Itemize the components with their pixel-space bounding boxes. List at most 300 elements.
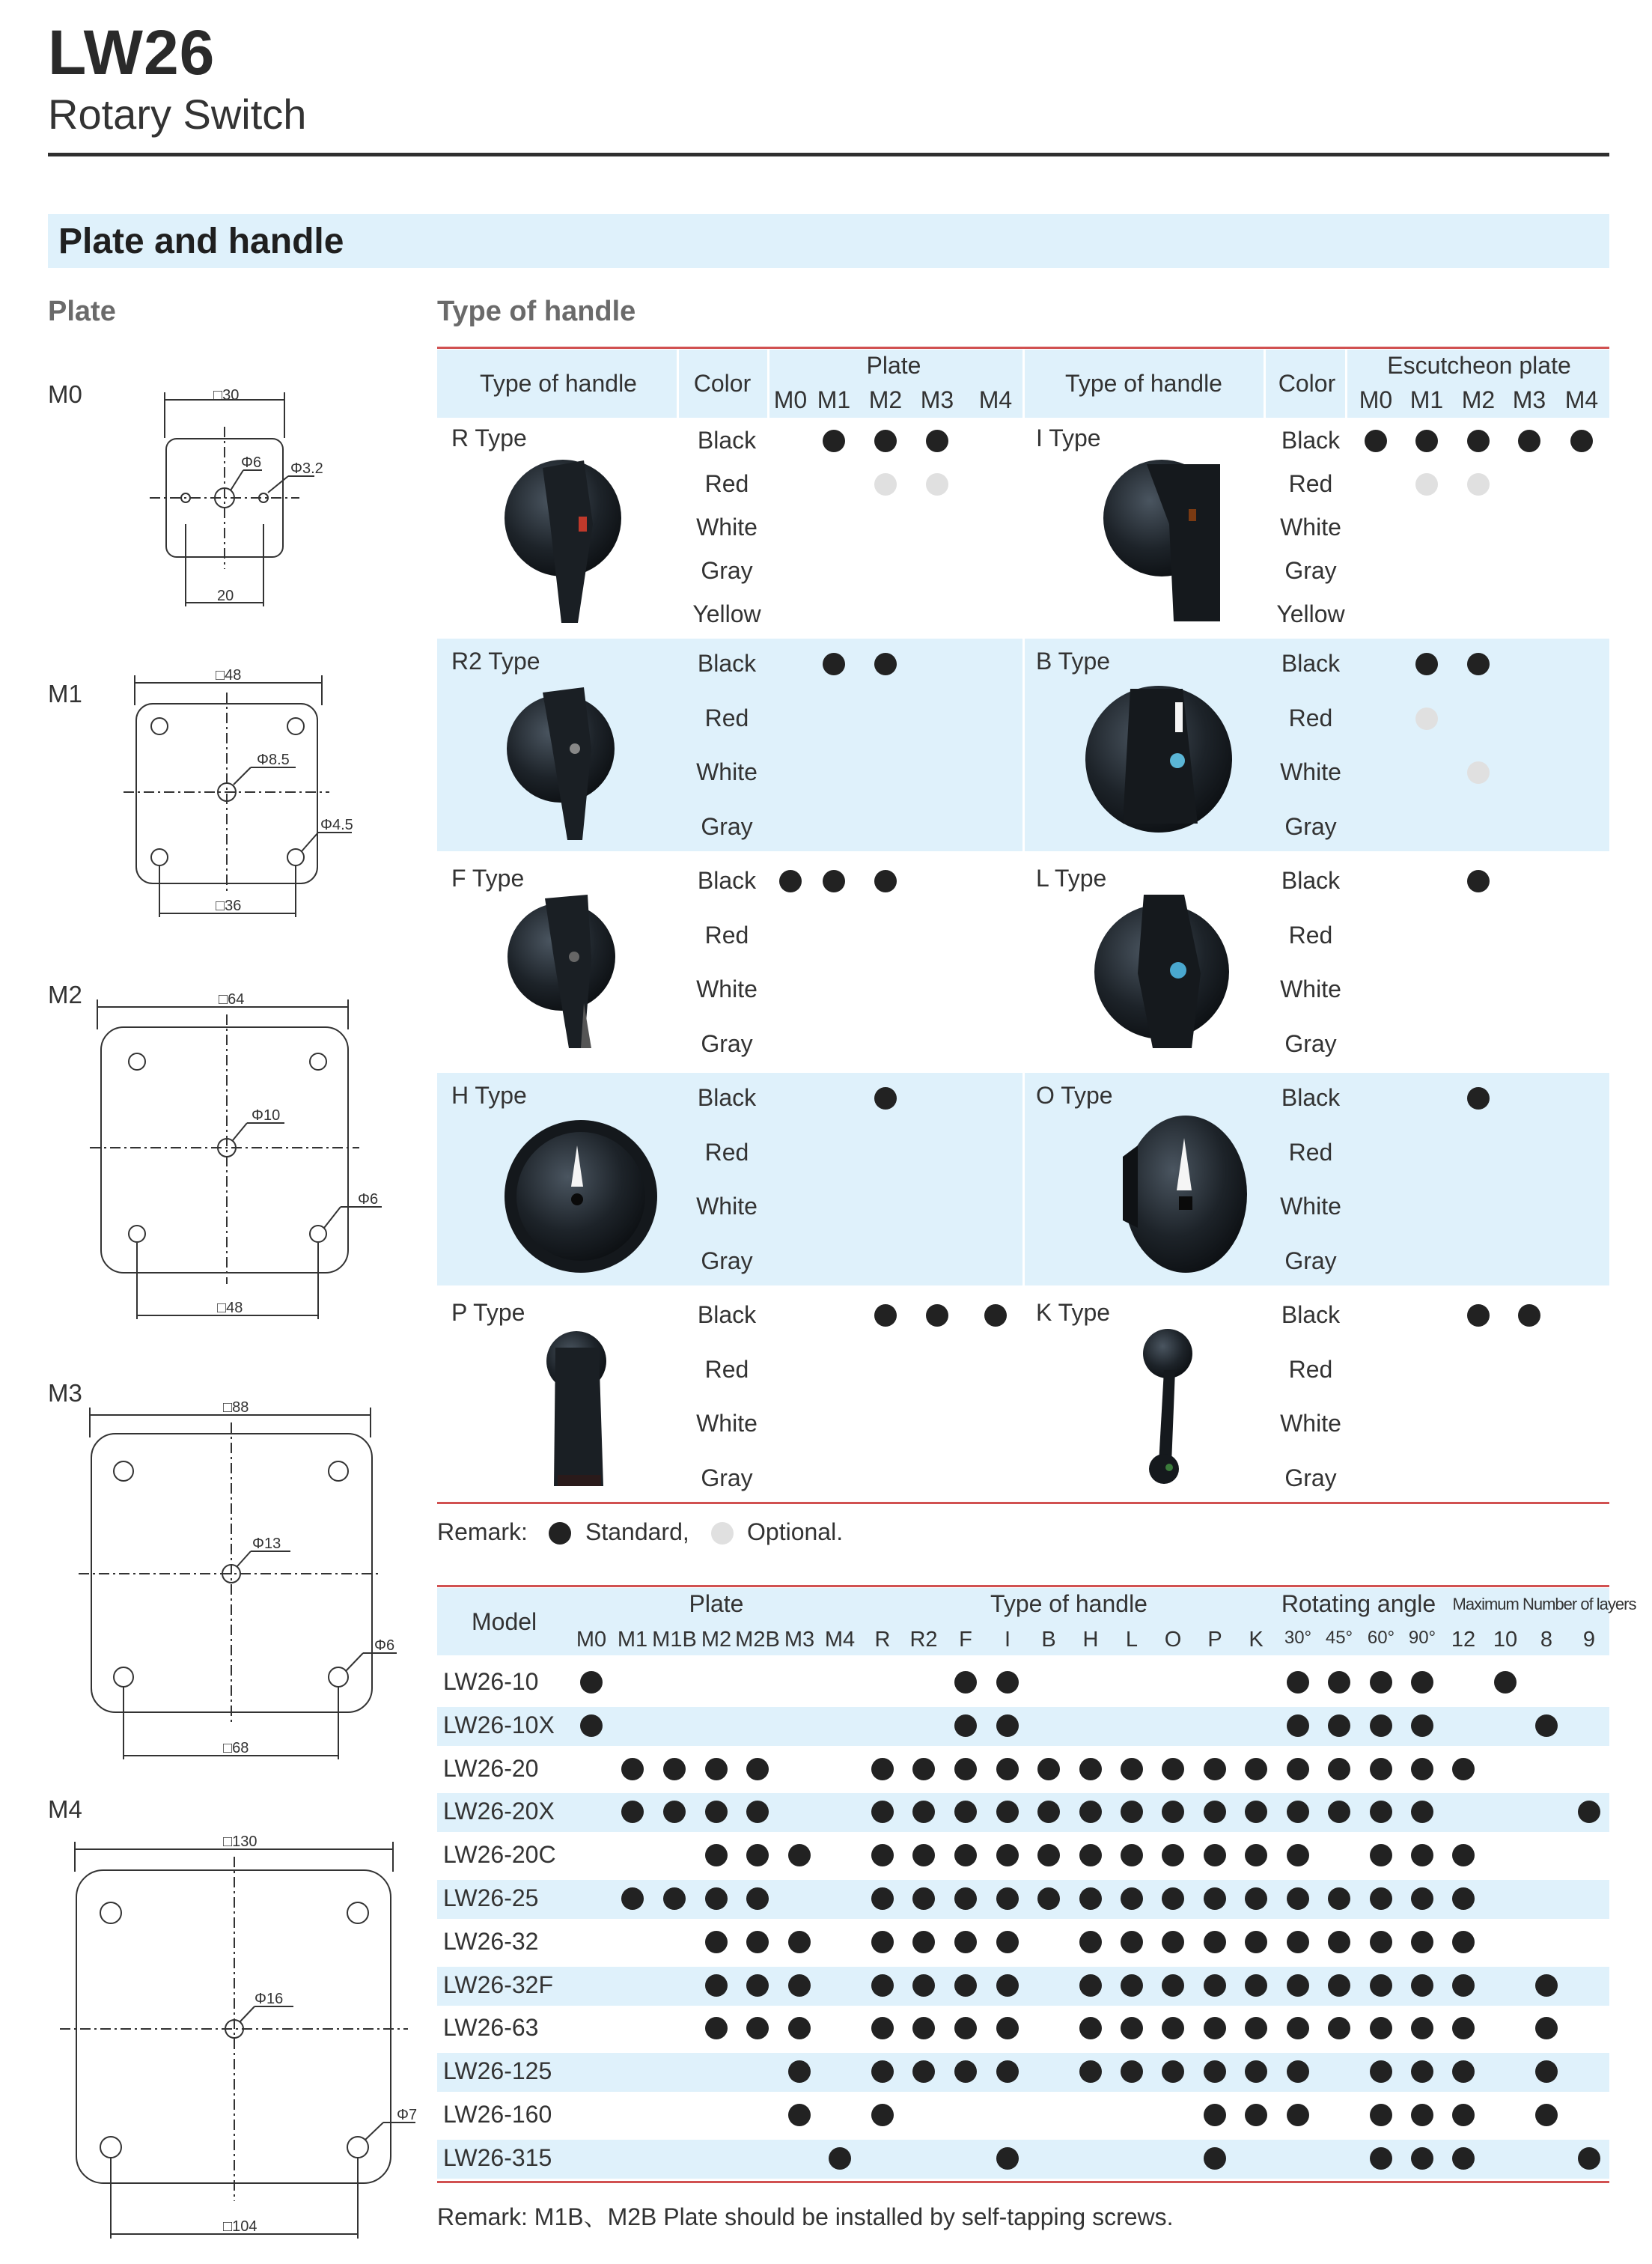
model-mark-dot — [1411, 2060, 1433, 2083]
right-header-type: Type of handle — [1065, 370, 1222, 397]
right-color-i-type-black: Black — [1281, 427, 1341, 454]
model-col-8: 8 — [1540, 1628, 1553, 1652]
m3-top-dim: □88 — [223, 1399, 249, 1416]
plate-label-m3: M3 — [48, 1379, 82, 1407]
left-handle-name-f-type: F Type — [451, 865, 525, 892]
handle-image-l-type — [1094, 895, 1229, 1048]
plate-label-m1: M1 — [48, 680, 82, 708]
model-mark-dot — [705, 1758, 728, 1780]
model-name: LW26-10 — [443, 1668, 539, 1695]
model-mark-dot — [871, 2017, 894, 2039]
model-header-layers: Maximum Number of layers — [1452, 1595, 1636, 1613]
left-handle-name-h-type: H Type — [451, 1082, 527, 1109]
left-header-col-m3: M3 — [920, 386, 954, 413]
m3-dim-mount: Φ6 — [374, 1637, 395, 1654]
m4-dim-mount: Φ7 — [397, 2107, 418, 2123]
model-mark-dot — [1452, 1931, 1475, 1953]
model-mark-dot — [1121, 1758, 1143, 1780]
model-name: LW26-32 — [443, 1927, 539, 1955]
model-mark-dot — [1370, 2017, 1392, 2039]
model-mark-dot — [1245, 1758, 1267, 1780]
left-header-col-m0: M0 — [773, 386, 808, 413]
model-mark-dot — [705, 2017, 728, 2039]
model-mark-dot — [1535, 2060, 1558, 2083]
model-mark-dot — [1204, 1844, 1226, 1866]
model-mark-dot — [954, 1887, 977, 1910]
right-color-k-type-gray: Gray — [1284, 1464, 1337, 1491]
model-col-o: O — [1164, 1628, 1182, 1652]
handle-remark-standard: Standard, — [585, 1518, 689, 1545]
model-table-bottom-rule — [437, 2181, 1609, 2183]
right-color-b-type-gray: Gray — [1284, 812, 1337, 840]
right-color-i-type-white: White — [1280, 514, 1341, 541]
model-col-m2: M2 — [701, 1628, 732, 1652]
model-mark-dot — [1079, 1974, 1102, 1997]
model-row-band — [437, 1707, 1609, 1746]
model-mark-dot — [912, 1931, 935, 1953]
model-mark-dot — [996, 1887, 1019, 1910]
left-color-p-type-white: White — [696, 1410, 758, 1437]
model-mark-dot — [1328, 1931, 1350, 1953]
model-mark-dot — [996, 1974, 1019, 1997]
model-mark-dot — [996, 2060, 1019, 2083]
model-mark-dot — [1328, 2017, 1350, 2039]
model-mark-dot — [1452, 1844, 1475, 1866]
model-mark-dot — [788, 1931, 811, 1953]
model-mark-dot — [1328, 1887, 1350, 1910]
model-col-i: I — [1004, 1628, 1011, 1652]
model-mark-dot — [1535, 2017, 1558, 2039]
right-color-k-type-red: Red — [1288, 1355, 1333, 1383]
model-name: LW26-10X — [443, 1711, 555, 1738]
model-mark-dot — [1370, 1931, 1392, 1953]
m3-dim-hole: Φ13 — [252, 1536, 281, 1552]
left-color-r2-type-gray: Gray — [701, 812, 753, 840]
left-color-r-type-gray: Gray — [701, 557, 753, 584]
model-mark-dot — [1287, 1714, 1309, 1737]
left-color-f-type-red: Red — [704, 921, 749, 949]
left-header-plate: Plate — [866, 352, 921, 379]
model-col-p: P — [1207, 1628, 1222, 1652]
model-mark-dot — [1328, 1671, 1350, 1694]
model-mark-dot — [1328, 1714, 1350, 1737]
model-mark-dot — [829, 2147, 851, 2170]
model-mark-dot — [1411, 1974, 1433, 1997]
model-mark-dot — [788, 2060, 811, 2083]
model-mark-dot — [1370, 2060, 1392, 2083]
model-mark-dot — [1287, 1974, 1309, 1997]
model-mark-dot — [1079, 1931, 1102, 1953]
model-mark-dot — [1245, 2060, 1267, 2083]
model-mark-dot — [1162, 1887, 1184, 1910]
m2-top-dim: □64 — [219, 991, 245, 1008]
left-handle-name-r-type: R Type — [451, 424, 527, 451]
model-mark-dot — [1121, 2017, 1143, 2039]
model-mark-dot — [1287, 1887, 1309, 1910]
model-name: LW26-315 — [443, 2143, 552, 2171]
model-mark-dot — [1370, 1844, 1392, 1866]
model-mark-dot — [954, 2060, 977, 2083]
model-col-m2b: M2B — [735, 1628, 780, 1652]
model-mark-dot — [746, 2017, 769, 2039]
model-mark-dot — [1370, 1887, 1392, 1910]
model-col-l: L — [1125, 1628, 1139, 1652]
model-mark-dot — [1287, 2060, 1309, 2083]
model-mark-dot — [871, 2104, 894, 2126]
model-mark-dot — [954, 1974, 977, 1997]
right-color-i-type-red: Red — [1288, 470, 1333, 497]
model-col-b: B — [1041, 1628, 1056, 1652]
model-mark-dot — [1535, 1974, 1558, 1997]
model-mark-dot — [788, 2017, 811, 2039]
model-name: LW26-32F — [443, 1971, 554, 1998]
model-mark-dot — [1287, 2017, 1309, 2039]
model-mark-dot — [705, 1931, 728, 1953]
plate-heading: Plate — [48, 296, 116, 327]
handle-image-p-type — [546, 1331, 606, 1486]
left-color-h-type-black: Black — [697, 1084, 757, 1111]
model-mark-dot — [954, 1844, 977, 1866]
model-name: LW26-25 — [443, 1884, 539, 1911]
right-handle-name-l-type: L Type — [1036, 865, 1107, 892]
left-color-r-type-white: White — [696, 514, 758, 541]
handle-image-h-type — [505, 1120, 657, 1273]
m4-dim-hole: Φ16 — [254, 1991, 284, 2007]
handle-remark-optional: Optional. — [747, 1518, 844, 1545]
model-mark-dot — [1411, 2147, 1433, 2170]
model-mark-dot — [871, 1758, 894, 1780]
left-color-r2-type-black: Black — [697, 650, 757, 677]
model-mark-dot — [1204, 2060, 1226, 2083]
left-color-h-type-white: White — [696, 1193, 758, 1220]
model-mark-dot — [954, 1931, 977, 1953]
model-col-m1: M1 — [617, 1628, 648, 1652]
model-mark-dot — [1370, 2147, 1392, 2170]
model-mark-dot — [1370, 1671, 1392, 1694]
model-mark-dot — [621, 1758, 644, 1780]
model-mark-dot — [954, 2017, 977, 2039]
model-mark-dot — [912, 1758, 935, 1780]
left-header-col-m2: M2 — [868, 386, 903, 413]
model-col-h: H — [1082, 1628, 1099, 1652]
model-header-handle: Type of handle — [990, 1590, 1147, 1617]
model-row-band — [437, 2053, 1609, 2092]
model-table-top-rule — [437, 1585, 1609, 1587]
model-mark-dot — [1121, 1844, 1143, 1866]
model-header-plate: Plate — [689, 1590, 744, 1617]
model-mark-dot — [912, 2017, 935, 2039]
left-color-f-type-black: Black — [697, 867, 757, 894]
m4-top-dim: □130 — [223, 1834, 257, 1850]
model-mark-dot — [1037, 1887, 1060, 1910]
model-mark-dot — [1452, 1887, 1475, 1910]
model-mark-dot — [871, 1931, 894, 1953]
model-mark-dot — [746, 1887, 769, 1910]
model-col-k: K — [1249, 1628, 1264, 1652]
model-mark-dot — [1287, 1758, 1309, 1780]
model-mark-dot — [705, 1844, 728, 1866]
model-mark-dot — [1079, 1887, 1102, 1910]
model-mark-dot — [1535, 2104, 1558, 2126]
model-mark-dot — [1079, 2060, 1102, 2083]
right-handle-name-k-type: K Type — [1036, 1299, 1111, 1326]
legend-standard-dot — [549, 1522, 571, 1545]
m2-bottom-dim: □48 — [217, 1300, 243, 1316]
model-col-30deg: 30° — [1284, 1628, 1312, 1648]
model-mark-dot — [912, 1974, 935, 1997]
model-row-band — [437, 1880, 1609, 1919]
right-color-i-type-gray: Gray — [1284, 557, 1337, 584]
right-color-l-type-red: Red — [1288, 921, 1333, 949]
model-col-m0: M0 — [576, 1628, 607, 1652]
right-header-color: Color — [1278, 370, 1336, 397]
model-mark-dot — [871, 1887, 894, 1910]
model-mark-dot — [1245, 1887, 1267, 1910]
model-header-model: Model — [472, 1608, 537, 1635]
model-mark-dot — [663, 1887, 686, 1910]
left-handle-name-r2-type: R2 Type — [451, 648, 540, 675]
model-mark-dot — [1204, 2147, 1226, 2170]
model-mark-dot — [954, 1714, 977, 1737]
model-mark-dot — [705, 1887, 728, 1910]
model-mark-dot — [912, 1844, 935, 1866]
left-color-p-type-black: Black — [697, 1301, 757, 1328]
right-color-l-type-gray: Gray — [1284, 1029, 1337, 1057]
model-mark-dot — [996, 1758, 1019, 1780]
model-mark-dot — [1162, 1844, 1184, 1866]
model-mark-dot — [1370, 2104, 1392, 2126]
left-color-h-type-red: Red — [704, 1138, 749, 1166]
model-col-12: 12 — [1451, 1628, 1476, 1652]
page-subtitle: Rotary Switch — [48, 91, 307, 138]
model-mark-dot — [1370, 1974, 1392, 1997]
left-color-r2-type-white: White — [696, 758, 758, 785]
model-mark-dot — [746, 1974, 769, 1997]
model-header-angle: Rotating angle — [1281, 1590, 1436, 1617]
left-color-f-type-gray: Gray — [701, 1029, 753, 1057]
model-mark-dot — [1079, 1758, 1102, 1780]
plate-label-m4: M4 — [48, 1795, 82, 1823]
model-mark-dot — [788, 1844, 811, 1866]
right-color-l-type-white: White — [1280, 976, 1341, 1002]
handle-image-o-type — [1123, 1116, 1247, 1273]
model-row-band — [437, 2140, 1609, 2179]
model-name: LW26-20 — [443, 1754, 539, 1782]
plate-label-m2: M2 — [48, 981, 82, 1008]
left-header-type: Type of handle — [480, 370, 637, 397]
right-color-o-type-gray: Gray — [1284, 1247, 1337, 1274]
model-mark-dot — [1411, 1844, 1433, 1866]
model-name: LW26-20X — [443, 1798, 555, 1825]
m3-bottom-dim: □68 — [223, 1740, 249, 1756]
model-mark-dot — [1370, 1758, 1392, 1780]
model-mark-dot — [1162, 1931, 1184, 1953]
model-mark-dot — [1204, 2104, 1226, 2126]
model-mark-dot — [1411, 1714, 1433, 1737]
model-mark-dot — [1452, 2060, 1475, 2083]
plate-drawing-m4 — [60, 1842, 418, 2239]
model-mark-dot — [1162, 2017, 1184, 2039]
model-mark-dot — [1411, 1887, 1433, 1910]
model-col-45deg: 45° — [1325, 1628, 1353, 1648]
handle-image-b-type — [1085, 686, 1232, 833]
handle-image-r2-type — [507, 687, 615, 840]
model-mark-dot — [1452, 2147, 1475, 2170]
left-handle-name-p-type: P Type — [451, 1299, 525, 1326]
model-name: LW26-63 — [443, 2014, 539, 2042]
model-mark-dot — [996, 2147, 1019, 2170]
right-header-col-m1: M1 — [1409, 386, 1444, 413]
model-mark-dot — [1162, 1758, 1184, 1780]
left-header-col-m1: M1 — [817, 386, 851, 413]
model-mark-dot — [954, 1758, 977, 1780]
model-mark-dot — [1535, 1714, 1558, 1737]
right-color-b-type-red: Red — [1288, 704, 1333, 731]
handle-image-f-type — [508, 895, 615, 1048]
handle-image-r-type — [505, 460, 621, 623]
model-col-10: 10 — [1493, 1628, 1518, 1652]
model-mark-dot — [871, 1844, 894, 1866]
right-color-o-type-white: White — [1280, 1193, 1341, 1220]
m0-bottom-dim: 20 — [217, 588, 234, 604]
right-color-o-type-black: Black — [1281, 1084, 1341, 1111]
model-col-f: F — [959, 1628, 972, 1652]
right-header-col-m3: M3 — [1512, 386, 1546, 413]
model-mark-dot — [912, 2060, 935, 2083]
model-mark-dot — [705, 1974, 728, 1997]
right-color-k-type-black: Black — [1281, 1301, 1341, 1328]
model-mark-dot — [1245, 2104, 1267, 2126]
page-title: LW26 — [48, 17, 216, 88]
left-color-f-type-white: White — [696, 976, 758, 1002]
model-row-band — [437, 1967, 1609, 2006]
right-handle-name-i-type: I Type — [1036, 424, 1101, 451]
right-color-b-type-white: White — [1280, 758, 1341, 785]
right-header-col-m4: M4 — [1564, 386, 1599, 413]
model-mark-dot — [1494, 1671, 1517, 1694]
handle-image-k-type — [1143, 1329, 1192, 1484]
model-mark-dot — [1204, 2017, 1226, 2039]
model-mark-dot — [1079, 1844, 1102, 1866]
left-header-col-m4: M4 — [978, 386, 1013, 413]
right-handle-name-b-type: B Type — [1036, 648, 1111, 675]
model-mark-dot — [1037, 1844, 1060, 1866]
model-mark-dot — [1204, 1758, 1226, 1780]
model-mark-dot — [1121, 1974, 1143, 1997]
model-remark: Remark: M1B、M2B Plate should be installed by self-tapping screws. — [437, 2203, 1174, 2230]
handle-heading: Type of handle — [437, 296, 636, 327]
model-mark-dot — [1411, 2104, 1433, 2126]
model-mark-dot — [580, 1671, 603, 1694]
left-color-r2-type-red: Red — [704, 704, 749, 731]
model-mark-dot — [1245, 1974, 1267, 1997]
right-color-l-type-black: Black — [1281, 867, 1341, 894]
left-color-r-type-black: Black — [697, 427, 757, 454]
model-mark-dot — [1245, 1844, 1267, 1866]
m1-top-dim: □48 — [216, 667, 242, 684]
left-color-r-type-yellow: Yellow — [692, 600, 761, 627]
model-mark-dot — [1079, 2017, 1102, 2039]
model-mark-dot — [871, 2060, 894, 2083]
model-mark-dot — [1121, 1887, 1143, 1910]
handle-image-i-type — [1103, 460, 1220, 621]
model-mark-dot — [746, 1844, 769, 1866]
right-color-b-type-black: Black — [1281, 650, 1341, 677]
right-handle-name-o-type: O Type — [1036, 1082, 1113, 1109]
handle-remark-prefix: Remark: — [437, 1518, 528, 1545]
model-mark-dot — [1452, 1758, 1475, 1780]
plate-label-m0: M0 — [48, 380, 82, 408]
model-col-90deg: 90° — [1408, 1628, 1436, 1648]
model-mark-dot — [1162, 2060, 1184, 2083]
m4-bottom-dim: □104 — [223, 2218, 257, 2235]
m0-top-dim: □30 — [213, 387, 240, 404]
right-color-i-type-yellow: Yellow — [1276, 600, 1345, 627]
m0-dim-mount: Φ3.2 — [290, 460, 323, 477]
right-header-escutcheon: Escutcheon plate — [1387, 352, 1571, 379]
model-mark-dot — [621, 1887, 644, 1910]
model-mark-dot — [1121, 2060, 1143, 2083]
model-mark-dot — [1121, 1931, 1143, 1953]
model-col-r2: R2 — [909, 1628, 938, 1652]
model-mark-dot — [1411, 1758, 1433, 1780]
m0-dim-hole: Φ6 — [241, 454, 262, 471]
m2-dim-hole: Φ10 — [252, 1107, 281, 1124]
model-mark-dot — [1328, 1974, 1350, 1997]
left-color-p-type-gray: Gray — [701, 1464, 753, 1491]
model-mark-dot — [1287, 2104, 1309, 2126]
model-mark-dot — [1245, 1931, 1267, 1953]
model-mark-dot — [996, 1671, 1019, 1694]
model-mark-dot — [996, 1714, 1019, 1737]
model-mark-dot — [1370, 1714, 1392, 1737]
model-mark-dot — [996, 1931, 1019, 1953]
model-mark-dot — [954, 1671, 977, 1694]
m2-dim-mount: Φ6 — [358, 1191, 379, 1208]
model-mark-dot — [1411, 1931, 1433, 1953]
model-name: LW26-125 — [443, 2057, 552, 2085]
model-mark-dot — [1328, 1758, 1350, 1780]
model-name: LW26-20C — [443, 1841, 556, 1869]
m1-bottom-dim: □36 — [216, 898, 242, 914]
model-mark-dot — [1287, 1671, 1309, 1694]
model-col-60deg: 60° — [1367, 1628, 1395, 1648]
model-mark-dot — [788, 2104, 811, 2126]
left-color-h-type-gray: Gray — [701, 1247, 753, 1274]
left-color-p-type-red: Red — [704, 1355, 749, 1383]
legend-optional-dot — [711, 1522, 734, 1545]
model-mark-dot — [663, 1758, 686, 1780]
model-mark-dot — [746, 1931, 769, 1953]
model-col-m1b: M1B — [652, 1628, 697, 1652]
model-name: LW26-160 — [443, 2101, 552, 2128]
model-mark-dot — [1452, 2104, 1475, 2126]
m1-dim-mount: Φ4.5 — [320, 817, 353, 833]
model-mark-dot — [746, 1758, 769, 1780]
right-header-col-m0: M0 — [1359, 386, 1393, 413]
model-row-band — [437, 1793, 1609, 1832]
right-color-o-type-red: Red — [1288, 1138, 1333, 1166]
model-mark-dot — [912, 1887, 935, 1910]
model-mark-dot — [871, 1974, 894, 1997]
model-mark-dot — [1452, 2017, 1475, 2039]
model-mark-dot — [1204, 1931, 1226, 1953]
left-color-r-type-red: Red — [704, 470, 749, 497]
model-mark-dot — [1204, 1887, 1226, 1910]
model-mark-dot — [1204, 1974, 1226, 1997]
model-mark-dot — [1411, 2017, 1433, 2039]
model-col-r: R — [874, 1628, 891, 1652]
